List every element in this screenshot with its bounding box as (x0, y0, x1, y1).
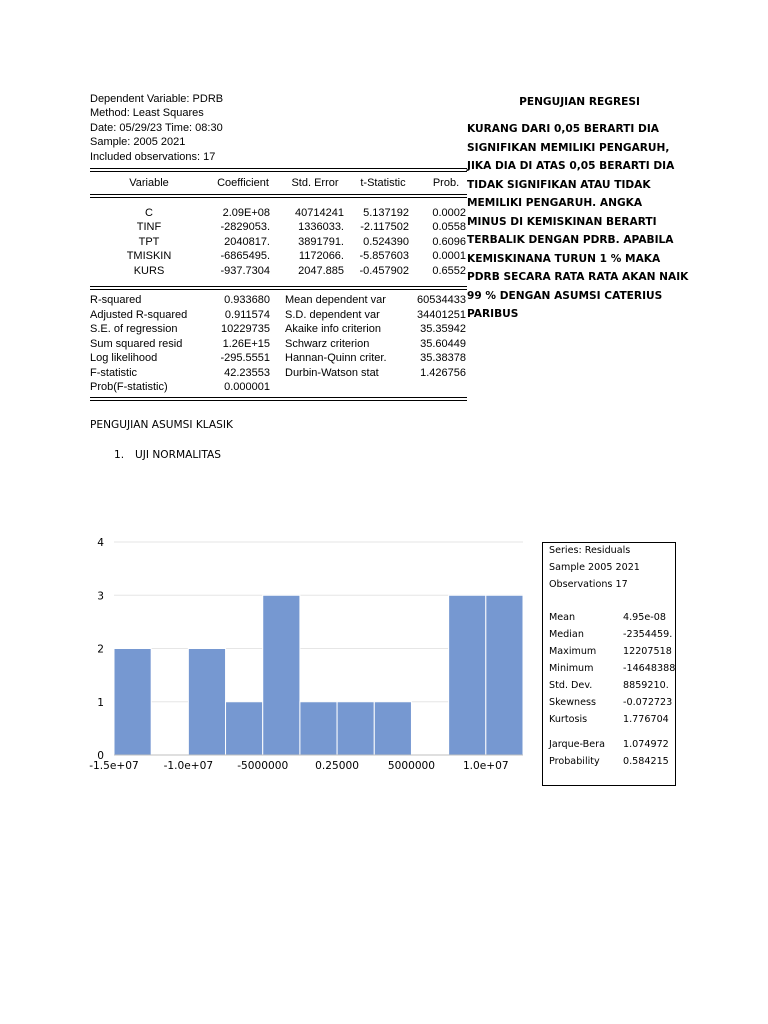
header-line: Method: Least Squares (90, 107, 204, 120)
note-line: KURANG DARI 0,05 BERARTI DIA (467, 123, 659, 135)
stat-label: F-statistic (90, 366, 138, 379)
histogram-bar (486, 595, 523, 755)
stat-value: 34401251 (417, 308, 466, 321)
histogram-bar (114, 649, 151, 756)
stats-row (90, 322, 467, 337)
stats-row (90, 351, 467, 366)
stat-label: S.E. of regression (90, 323, 178, 336)
stats-row (90, 337, 467, 352)
table-cell: 0.0558 (432, 221, 466, 234)
stat-value: -0.072723 (623, 697, 673, 708)
table-cell: 0.6096 (432, 235, 466, 248)
note-line: MINUS DI KEMISKINAN BERARTI (467, 215, 657, 228)
x-tick-label: 0.25000 (315, 760, 359, 772)
table-cell: -0.457902 (359, 264, 409, 277)
stat-value: 10229735 (221, 323, 270, 336)
variable-name: TPT (138, 235, 160, 248)
stat-label: Skewness (549, 697, 597, 708)
stat-label: Mean (549, 612, 576, 623)
table-cell: -2829053. (220, 221, 270, 234)
table-cell: 0.0001 (432, 250, 466, 263)
table-cell: 2.09E+08 (222, 206, 270, 219)
stat-value: 4.95e-08 (623, 612, 666, 623)
note-line: TIDAK SIGNIFIKAN ATAU TIDAK (467, 178, 651, 191)
stat-value: 0.584215 (623, 756, 669, 767)
y-tick-label: 0 (97, 750, 104, 762)
stat-label: Probability (549, 756, 600, 767)
stat-label: Adjusted R-squared (90, 308, 188, 321)
histogram-bar (449, 595, 486, 755)
stats-row (90, 293, 467, 308)
note-line: JIKA DIA DI ATAS 0,05 BERARTI DIA (467, 160, 675, 172)
stats-row (90, 308, 467, 323)
stat-value: 1.26E+15 (222, 337, 270, 350)
stat-label: Kurtosis (549, 714, 588, 725)
column-header: Coefficient (217, 176, 269, 189)
y-tick-label: 2 (97, 643, 104, 656)
note-line: PARIBUS (467, 308, 519, 320)
stat-label: Jarque-Bera (549, 739, 605, 750)
y-tick-label: 1 (97, 696, 104, 709)
header-line: Dependent Variable: PDRB (90, 93, 224, 105)
stat-label: Akaike info criterion (285, 323, 381, 336)
summary-stats (90, 293, 467, 395)
stat-value: 35.35942 (420, 323, 466, 336)
side-note (467, 92, 689, 324)
stat-value: 1.776704 (623, 714, 669, 725)
stat-label: Median (549, 629, 584, 640)
stat-label: Maximum (549, 646, 597, 657)
x-tick-label: -1.5e+07 (89, 760, 139, 772)
residual-histogram (80, 525, 540, 780)
histogram-bar (337, 702, 374, 755)
table-row (90, 206, 467, 221)
coefficient-rows (90, 206, 467, 279)
header-line: Sample: 2005 2021 (90, 136, 186, 149)
note-line: KEMISKINANA TURUN 1 % MAKA (467, 252, 661, 265)
regression-header (90, 92, 467, 164)
stats-row (90, 380, 467, 395)
table-cell: 40714241 (295, 206, 344, 219)
column-header: Variable (129, 176, 169, 189)
table-cell: -2.117502 (360, 221, 409, 234)
regression-output (90, 92, 467, 401)
note-line: 99 % DENGAN ASUMSI CATERIUS (467, 289, 663, 302)
table-cell: 0.0002 (432, 206, 466, 219)
stat-label: Minimum (549, 663, 594, 674)
stat-value: 12207518 (623, 646, 672, 657)
stat-value: 1.074972 (623, 739, 669, 750)
header-line: Included observations: 17 (90, 150, 216, 163)
table-cell: 1172066. (298, 250, 344, 263)
stat-label: R-squared (90, 294, 142, 307)
stat-label: Prob(F-statistic) (90, 381, 168, 394)
header-line: Date: 05/29/23 Time: 08:30 (90, 121, 223, 134)
stat-label: Log likelihood (90, 352, 158, 365)
section-title: PENGUJIAN ASUMSI KLASIK (90, 419, 233, 431)
table-cell: -5.857603 (359, 250, 409, 263)
table-row (90, 249, 467, 264)
table-cell: 0.524390 (363, 235, 409, 248)
stat-value: -2354459. (623, 629, 673, 640)
table-cell: 5.137192 (363, 206, 409, 219)
x-tick-label: -5000000 (237, 760, 289, 772)
note-line: PDRB SECARA RATA RATA AKAN NAIK (467, 271, 689, 283)
table-row (90, 220, 467, 235)
table-cell: 0.6552 (432, 264, 466, 277)
stats-sample: Sample 2005 2021 (549, 562, 640, 573)
histogram-bar (300, 702, 337, 755)
x-tick-label: -1.0e+07 (163, 760, 214, 772)
stat-label: Hannan-Quinn criter. (285, 352, 387, 365)
list-number: 1. (114, 449, 125, 461)
stat-label: Std. Dev. (549, 680, 593, 691)
y-tick-label: 3 (97, 590, 104, 603)
y-tick-label: 4 (97, 537, 104, 549)
residual-stats-box (542, 542, 676, 786)
stat-value: 8859210. (623, 680, 669, 691)
stat-value: 0.000001 (224, 381, 270, 394)
note-line: SIGNIFIKAN MEMILIKI PENGARUH, (467, 141, 670, 154)
stats-observations: Observations 17 (549, 579, 628, 590)
table-cell: 2047.885 (298, 264, 344, 277)
note-line: TERBALIK DENGAN PDRB. APABILA (467, 234, 674, 246)
stat-value: 0.933680 (224, 294, 270, 307)
stat-label: Sum squared resid (90, 337, 183, 350)
table-row (90, 235, 467, 250)
table-cell: -6865495. (220, 250, 270, 263)
stats-series: Series: Residuals (549, 545, 631, 556)
side-note-body (467, 120, 689, 324)
histogram-bar (188, 649, 225, 756)
stat-value: -14648388 (623, 663, 676, 674)
histogram-bar (263, 595, 300, 755)
stat-value: 60534433 (417, 294, 466, 307)
variable-name: TINF (136, 221, 162, 234)
table-row (90, 264, 467, 279)
stat-value: 35.60449 (420, 337, 466, 350)
x-tick-label: 5000000 (387, 760, 436, 772)
stat-value: 35.38378 (420, 352, 466, 365)
stat-value: -295.5551 (220, 352, 270, 365)
note-line: MEMILIKI PENGARUH. ANGKA (467, 197, 643, 209)
stat-label: Durbin-Watson stat (285, 366, 379, 379)
x-tick-label: 1.0e+07 (462, 760, 509, 772)
stats-row (90, 366, 467, 381)
histogram-bar (226, 702, 263, 755)
subsection-title: UJI NORMALITAS (135, 449, 222, 461)
column-header: Std. Error (291, 176, 339, 189)
table-cell: -937.7304 (220, 264, 270, 277)
stat-value: 0.911574 (224, 308, 270, 321)
stat-value: 42.23553 (224, 366, 270, 379)
variable-name: TMISKIN (126, 250, 172, 263)
column-header: Prob. (432, 176, 460, 189)
histogram-bar (374, 702, 411, 755)
table-cell: 2040817. (224, 235, 270, 248)
side-note-title: PENGUJIAN REGRESI (519, 96, 640, 108)
stat-label: Schwarz criterion (285, 337, 370, 350)
table-cell: 1336033. (298, 221, 344, 234)
variable-name: C (145, 206, 153, 219)
table-rule (90, 397, 467, 401)
table-cell: 3891791. (298, 235, 344, 248)
variable-name: KURS (133, 264, 165, 277)
stat-label: Mean dependent var (285, 294, 386, 307)
column-header: t-Statistic (360, 176, 406, 189)
stat-label: S.D. dependent var (285, 308, 380, 321)
stat-value: 1.426756 (420, 366, 466, 379)
table-header (90, 172, 467, 194)
